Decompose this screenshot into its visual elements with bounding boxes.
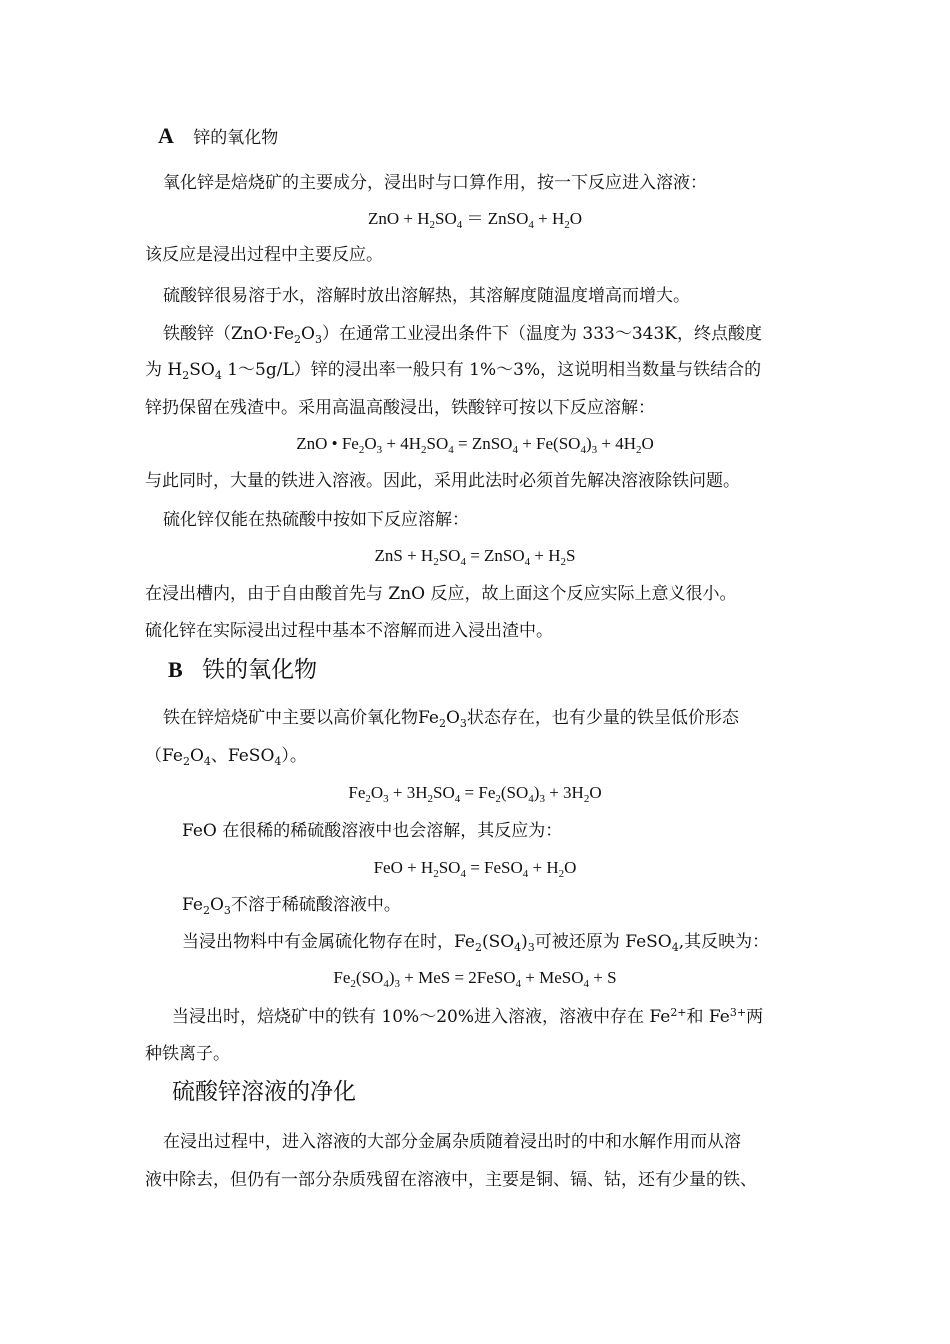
paragraph: 该反应是浸出过程中主要反应。 [145,245,383,265]
paragraph: $Fe_2O_3$不溶于稀硫酸溶液中。 [182,895,401,917]
paragraph: 当浸出物料中有金属硫化物存在时，$Fe_2(SO_4)_3$可被还原为 FeSO$_4$,其反映为： [182,932,770,954]
paragraph: （$Fe_2O_4$、FeSO$_4$）。 [145,746,307,768]
equation-2: ZnO • $Fe_2O_3 + 4H_2SO_4$ = ZnSO$_4$ + $Fe(SO_4)_3 + 4H_2O$ [296,434,654,456]
paragraph: 在浸出过程中，进入溶液的大部分金属杂质随着浸出时的中和水解作用而从溶 [163,1132,741,1152]
paragraph: 硫化锌在实际浸出过程中基本不溶解而进入浸出渣中。 [145,621,553,641]
section-b-heading [168,656,317,684]
paragraph: 种铁离子。 [145,1044,230,1064]
section-b-title: 铁的氧化物 [202,657,318,683]
equation-4: $Fe_2O_3 + 3H_2SO_4 = Fe_2(SO_4)_3 + 3H_2O$ [348,783,602,805]
equation-5: FeO + $H_2SO_4$ = FeSO$_4$ + $H_2O$ [373,858,577,880]
paragraph: 在浸出槽内，由于自由酸首先与 ZnO 反应，故上面这个反应实际上意义很小。 [145,584,737,604]
paragraph: FeO 在很稀的稀硫酸溶液中也会溶解，其反应为： [182,821,563,841]
paragraph: 硫化锌仅能在热硫酸中按如下反应溶解： [163,510,469,530]
paragraph: 铁酸锌$(ZnO\cdot Fe_2O_3)$在通常工业浸出条件下（温度为 333～343K，终点酸度 [163,324,762,346]
section-b-letter: B [168,657,183,682]
paragraph: 为 $H_2SO_4$ 1～5g/L）锌的浸出率一般只有 1%～3%，这说明相当数量与铁结合的 [145,360,762,382]
paragraph: 当浸出时，焙烧矿中的铁有 10%～20%进入溶液，溶液中存在 $Fe^{2+}$和 $Fe^{3+}$两 [172,1006,764,1027]
section-a-title: 锌的氧化物 [193,128,279,148]
section-c-title: 硫酸锌溶液的净化 [172,1079,356,1105]
equation-3: ZnS + $H_2SO_4$ = ZnSO$_4$ + $H_2S$ [374,546,576,568]
paragraph: 铁在锌焙烧矿中主要以高价氧化物$Fe_2O_3$状态存在，也有少量的铁呈低价形态 [163,708,739,730]
paragraph: 氧化锌是焙烧矿的主要成分，浸出时与口算作用，按一下反应进入溶液： [163,173,707,193]
section-a-heading [158,125,278,149]
paragraph: 锌扔保留在残渣中。采用高温高酸浸出，铁酸锌可按以下反应溶解： [145,398,655,418]
equation-1: ZnO + $H_2SO_4$ ＝ ZnSO$_4$ + $H_2O$ [367,209,583,231]
equation-6: $Fe_2(SO_4)_3$ + MeS = 2FeSO$_4$ + MeSO$_4$ + S [333,968,617,990]
paragraph: 硫酸锌很易溶于水，溶解时放出溶解热，其溶解度随温度增高而增大。 [163,286,690,306]
paragraph: 与此同时，大量的铁进入溶液。因此，采用此法时必须首先解决溶液除铁问题。 [145,471,740,491]
paragraph: 液中除去，但仍有一部分杂质残留在溶液中，主要是铜、镉、钴，还有少量的铁、 [145,1170,757,1190]
section-a-letter: A [158,123,174,148]
